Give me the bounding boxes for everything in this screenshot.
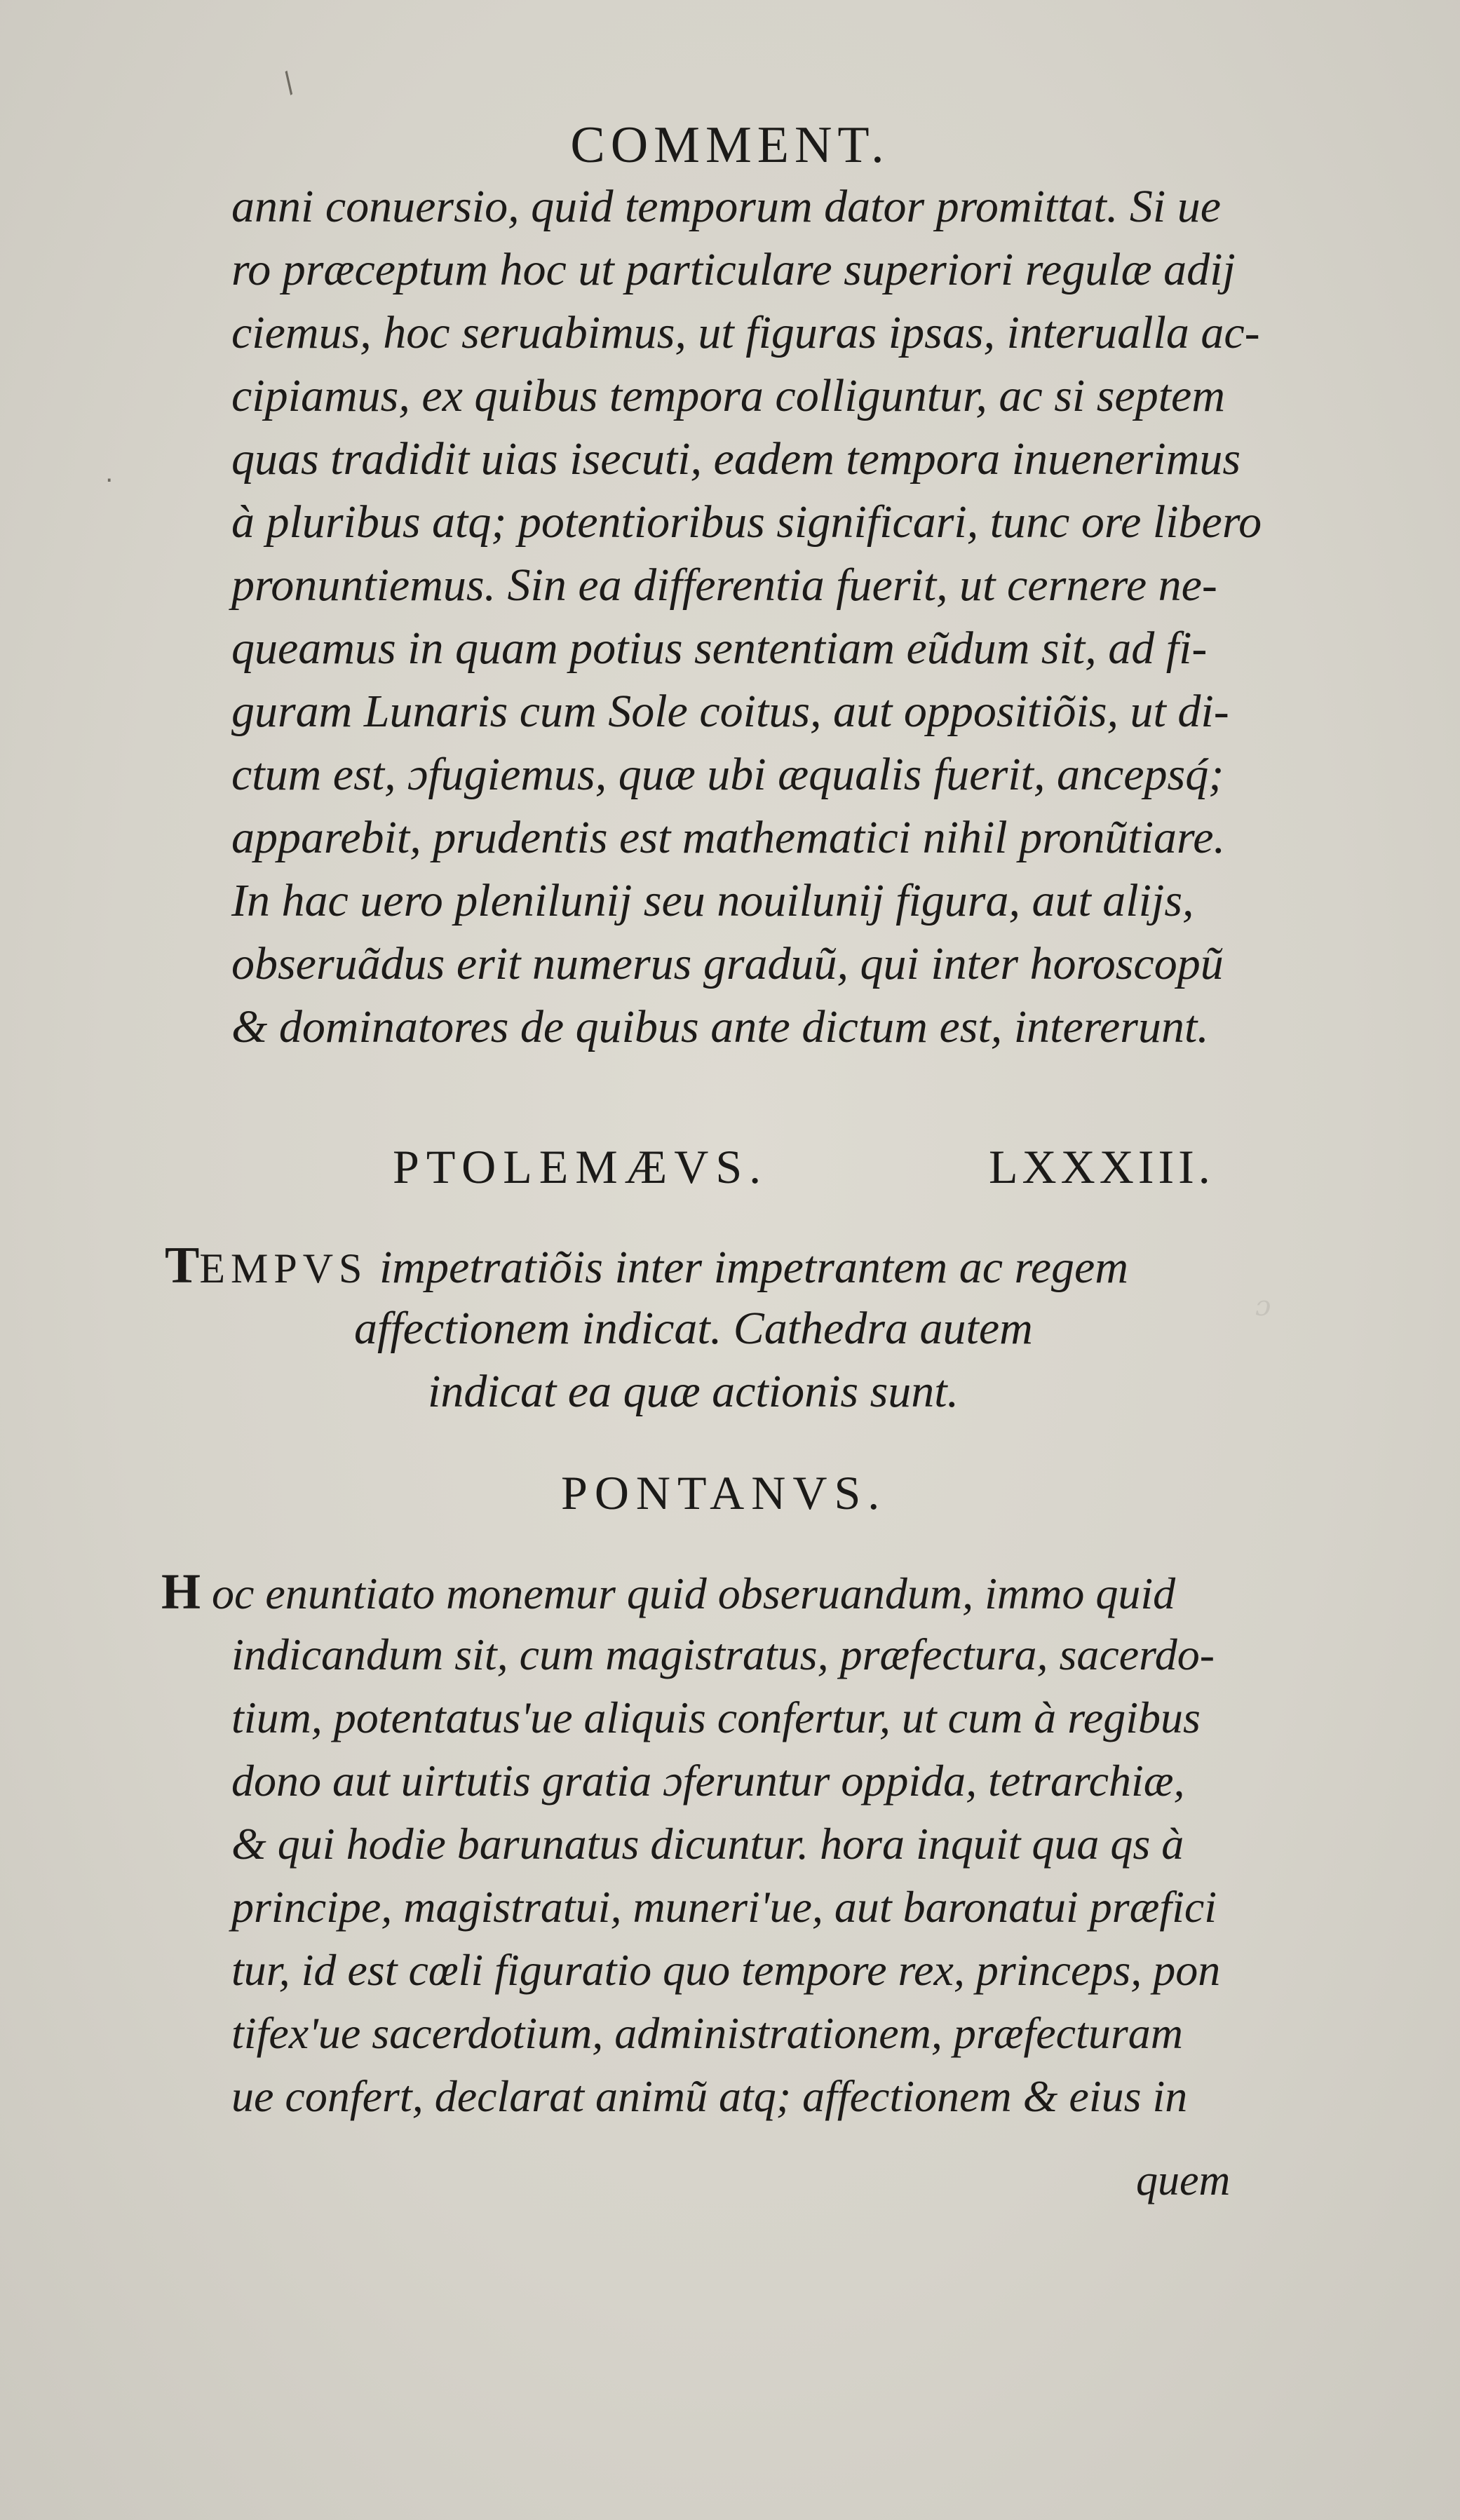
text-line: dono aut uirtutis gratia ɔferuntur oppida, tetrarchiæ, [231,1756,1185,1806]
text-line: anni conuersio, quid temporum dator promittat. Si ue [231,181,1222,232]
text-line: ro præceptum hoc ut particulare superiori regulæ adij [231,244,1236,295]
text-line: obseruãdus erit numerus graduũ, qui inter horoscopũ [231,938,1224,989]
text-line: ctum est, ɔfugiemus, quæ ubi æqualis fuerit, ancepsq́; [231,749,1224,800]
show-through-mark: ɔ [1255,1290,1271,1322]
text-span: oc enuntiato monemur quid obseruandum, immo quid [201,1569,1176,1618]
aphorism-number: LXXXIII. [989,1140,1215,1193]
text-line: apparebit, prudentis est mathematici nihil pronũtiare. [231,812,1226,863]
text-line: tur, id est cœli figuratio quo tempore rex, princeps, pon [231,1945,1221,1995]
pontanus-paragraph [161,1560,1220,2128]
text-line: tifex'ue sacerdotium, administrationem, præfecturam [231,2008,1183,2058]
drop-capital: T [165,1237,200,1294]
text-line: cipiamus, ex quibus tempora colliguntur, ac si septem [231,370,1226,421]
comment-paragraph [231,175,1262,1059]
catchword: quem [1136,2157,1231,2204]
running-head: COMMENT. [570,116,890,174]
section-heading-pontanus: PONTANVS. [561,1466,887,1519]
text-span: impetratiõis inter impetrantem ac regem [367,1242,1128,1293]
text-line: & dominatores de quibus ante dictum est, intererunt. [231,1001,1209,1052]
text-line: guram Lunaris cum Sole coitus, aut oppositiõis, ut di- [231,686,1229,737]
text-line: ue confert, declarat animũ atq; affectionem & eius in [231,2071,1188,2121]
text-line: à pluribus atq; potentioribus significari, tunc ore libero [231,496,1262,548]
section-heading-ptolemy: PTOLEMÆVS. [393,1140,769,1193]
small-caps-word: EMPVS [199,1245,368,1292]
ink-dot-mark: · [105,466,114,495]
text-line: principe, magistratui, muneri'ue, aut baronatui præfici [231,1882,1217,1932]
ink-tick-mark: / [276,66,302,100]
text-line: & qui hodie barunatus dicuntur. hora inquit qua qs à [231,1819,1184,1869]
text-line [165,1234,1128,1297]
text-line: affectionem indicat. Cathedra autem [354,1303,1033,1354]
aphorism-text [165,1234,1128,1423]
text-line: In hac uero plenilunij seu nouilunij figura, aut alijs, [231,875,1194,926]
text-line: quas tradidit uias isecuti, eadem tempora inuenerimus [231,433,1241,485]
text-line: indicat ea quæ actionis sunt. [428,1366,959,1417]
drop-capital: H [161,1564,201,1620]
text-line [161,1560,1220,1623]
text-line: queamus in quam potius sententiam eũdum sit, ad fi- [231,623,1208,674]
text-line: pronuntiemus. Sin ea differentia fuerit, ut cernere ne- [231,560,1217,611]
text-line: tium, potentatus'ue aliquis confertur, ut cum à regibus [231,1693,1201,1742]
text-line: indicandum sit, cum magistratus, præfectura, sacerdo- [231,1630,1215,1679]
text-line: ciemus, hoc seruabimus, ut figuras ipsas, interualla ac- [231,307,1260,358]
